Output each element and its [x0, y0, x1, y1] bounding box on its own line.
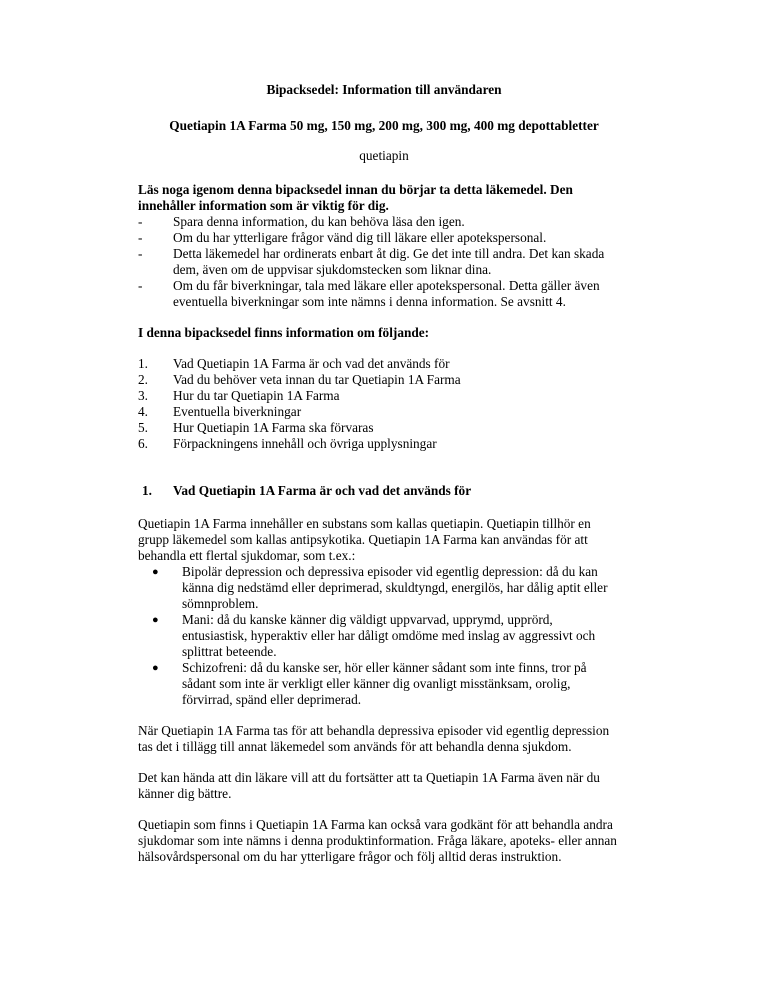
bullet-text: känna dig nedstämd eller deprimerad, skuldtyngd, energilös, har dålig aptit eller: [182, 580, 608, 595]
list-item-text: Spara denna information, du kan behöva läsa den igen.: [173, 214, 465, 229]
toc-number: 5.: [138, 420, 148, 435]
list-dash: -: [138, 230, 143, 245]
list-item-text: Om du får biverkningar, tala med läkare eller apotekspersonal. Detta gäller även: [173, 278, 600, 293]
substance-name: quetiapin: [359, 148, 409, 163]
toc-number: 3.: [138, 388, 148, 403]
toc-item: Hur Quetiapin 1A Farma ska förvaras: [173, 420, 374, 435]
paragraph-line: behandla ett flertal sjukdomar, som t.ex.:: [138, 548, 356, 563]
product-name: Quetiapin 1A Farma 50 mg, 150 mg, 200 mg, 300 mg, 400 mg depottabletter: [169, 118, 599, 133]
list-item-text: eventuella biverkningar som inte nämns i denna information. Se avsnitt 4.: [173, 294, 566, 309]
toc-number: 6.: [138, 436, 148, 451]
toc-number: 2.: [138, 372, 148, 387]
toc-number: 4.: [138, 404, 148, 419]
paragraph-line: känner dig bättre.: [138, 786, 232, 801]
toc-item: Förpackningens innehåll och övriga upplysningar: [173, 436, 437, 451]
section-number: 1.: [142, 483, 152, 498]
toc-item: Hur du tar Quetiapin 1A Farma: [173, 388, 340, 403]
paragraph-line: tas det i tillägg till annat läkemedel som används för att behandla denna sjukdom.: [138, 739, 572, 754]
bullet-text: Bipolär depression och depressiva episoder vid egentlig depression: då du kan: [182, 564, 598, 579]
intro-warning-line: innehåller information som är viktig för dig.: [138, 198, 389, 213]
paragraph-line: Det kan hända att din läkare vill att du fortsätter att ta Quetiapin 1A Farma även när du: [138, 770, 600, 785]
bullet-text: splittrat beteende.: [182, 644, 277, 659]
toc-number: 1.: [138, 356, 148, 371]
paragraph-line: sjukdomar som inte nämns i denna produktinformation. Fråga läkare, apoteks- eller annan: [138, 833, 617, 848]
bullet-text: sådant som inte är verkligt eller känner dig ovanligt misstänksam, orolig,: [182, 676, 571, 691]
intro-warning-line: Läs noga igenom denna bipacksedel innan du börjar ta detta läkemedel. Den: [138, 182, 573, 197]
section-heading: Vad Quetiapin 1A Farma är och vad det används för: [173, 483, 472, 498]
list-item-text: Detta läkemedel har ordinerats enbart åt dig. Ge det inte till andra. Det kan skada: [173, 246, 605, 261]
paragraph-line: grupp läkemedel som kallas antipsykotika. Quetiapin 1A Farma kan användas för att: [138, 532, 588, 547]
document-title: Bipacksedel: Information till användaren: [266, 82, 502, 97]
list-item-text: Om du har ytterligare frågor vänd dig till läkare eller apotekspersonal.: [173, 230, 547, 245]
bullet-icon: ●: [152, 614, 159, 626]
paragraph-line: Quetiapin 1A Farma innehåller en substans som kallas quetiapin. Quetiapin tillhör en: [138, 516, 591, 531]
list-dash: -: [138, 214, 143, 229]
bullet-text: sömnproblem.: [182, 596, 259, 611]
paragraph-line: hälsovårdspersonal om du har ytterligare frågor och följ alltid deras instruktion.: [138, 849, 562, 864]
bullet-icon: ●: [152, 662, 159, 674]
list-dash: -: [138, 278, 143, 293]
toc-item: Vad du behöver veta innan du tar Quetiapin 1A Farma: [173, 372, 461, 387]
bullet-icon: ●: [152, 566, 159, 578]
paragraph-line: När Quetiapin 1A Farma tas för att behandla depressiva episoder vid egentlig depression: [138, 723, 610, 738]
toc-item: Vad Quetiapin 1A Farma är och vad det används för: [173, 356, 450, 371]
bullet-text: entusiastisk, hyperaktiv eller har dåligt omdöme med inslag av aggressivt och: [182, 628, 596, 643]
toc-item: Eventuella biverkningar: [173, 404, 302, 419]
bullet-text: Mani: då du kanske känner dig väldigt uppvarvad, upprymd, upprörd,: [182, 612, 553, 627]
bullet-text: förvirrad, spänd eller deprimerad.: [182, 692, 362, 707]
list-item-text: dem, även om de uppvisar sjukdomstecken som liknar dina.: [173, 262, 492, 277]
toc-heading: I denna bipacksedel finns information om följande:: [138, 325, 430, 340]
paragraph-line: Quetiapin som finns i Quetiapin 1A Farma kan också vara godkänt för att behandla andra: [138, 817, 613, 832]
bullet-text: Schizofreni: då du kanske ser, hör eller känner sådant som inte finns, tror på: [182, 660, 587, 675]
list-dash: -: [138, 246, 143, 261]
